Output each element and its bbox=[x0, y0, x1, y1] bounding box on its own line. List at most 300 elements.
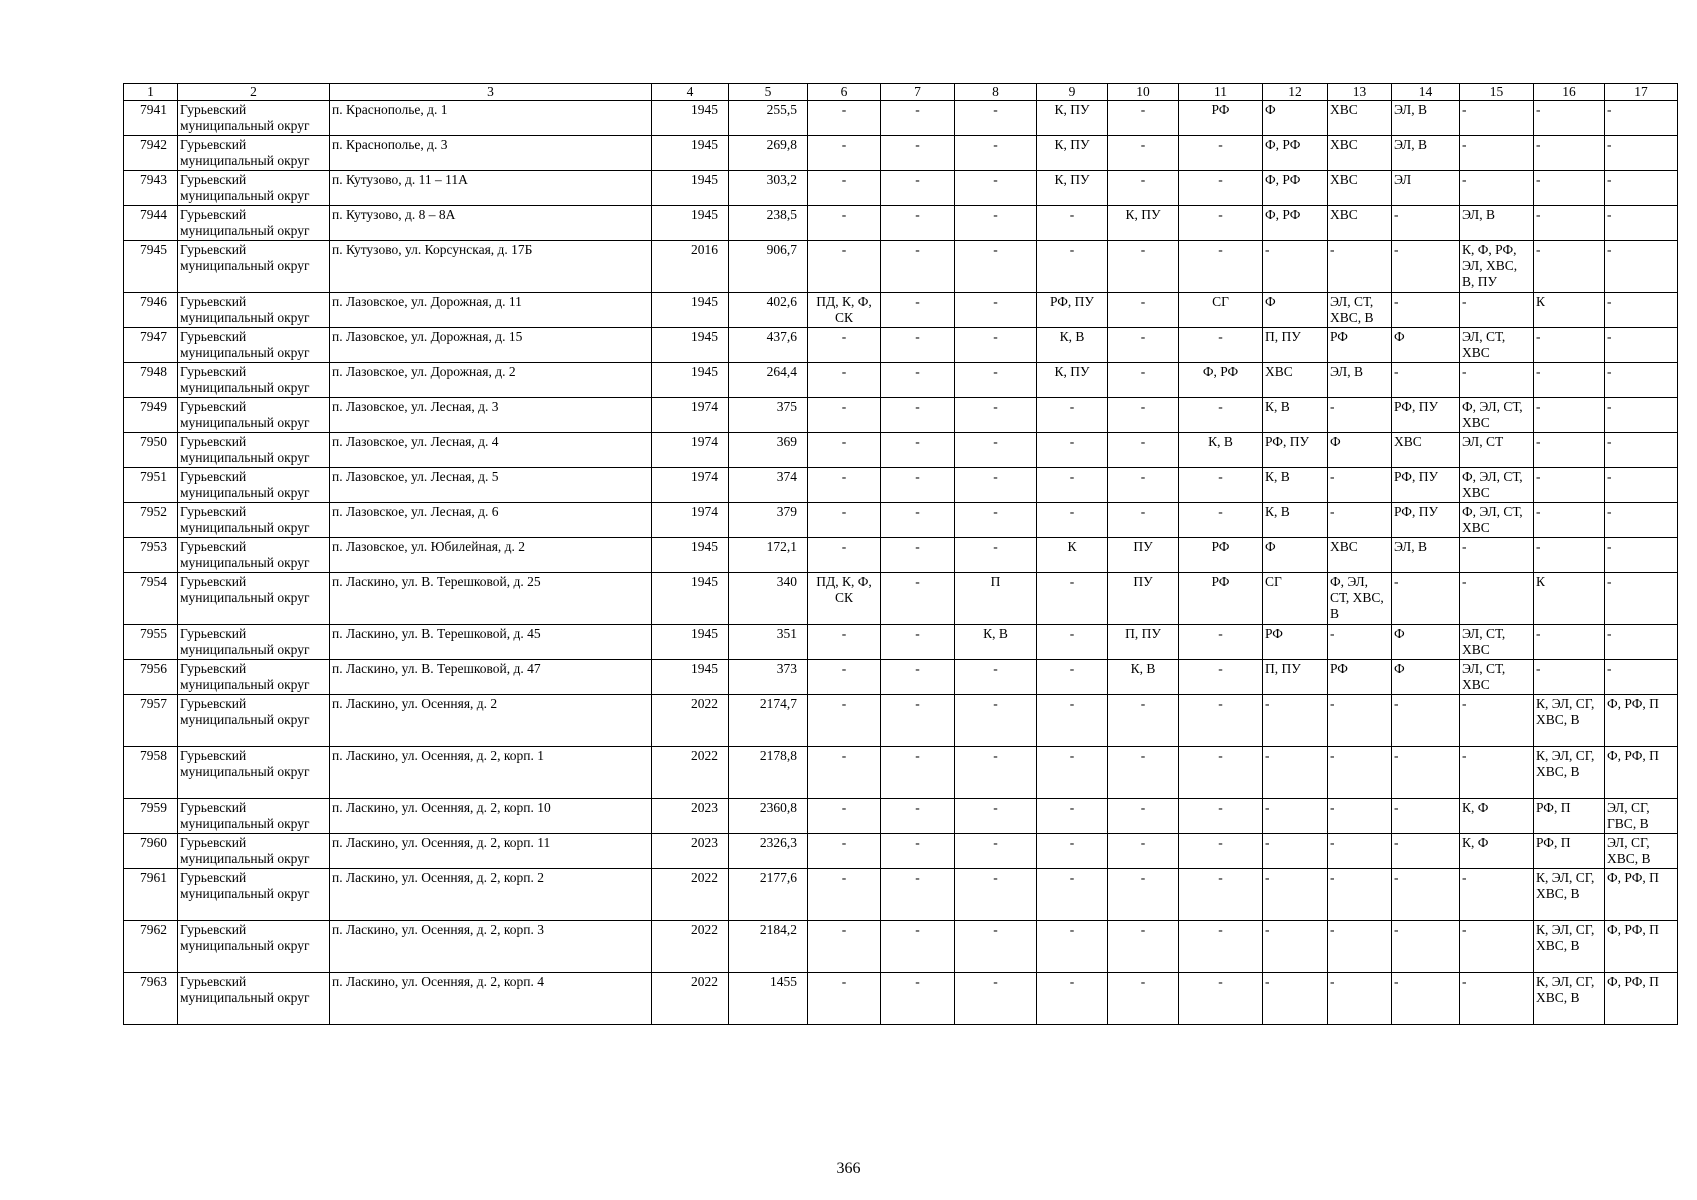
table-row bbox=[124, 433, 1678, 468]
table-cell: п. Ласкино, ул. В. Терешковой, д. 47 bbox=[330, 660, 652, 695]
table-cell: 7952 bbox=[124, 503, 178, 538]
table-cell: - bbox=[881, 171, 955, 206]
table-cell: - bbox=[1179, 747, 1263, 799]
column-header: 2 bbox=[178, 84, 330, 101]
table-cell: 369 bbox=[729, 433, 808, 468]
table-cell: - bbox=[1328, 468, 1392, 503]
table-cell: 1945 bbox=[652, 101, 729, 136]
column-header: 10 bbox=[1108, 84, 1179, 101]
table-cell: п. Ласкино, ул. Осенняя, д. 2, корп. 1 bbox=[330, 747, 652, 799]
table-cell: - bbox=[1108, 171, 1179, 206]
table-cell: 1945 bbox=[652, 538, 729, 573]
table-cell: 7950 bbox=[124, 433, 178, 468]
table-cell: - bbox=[1179, 241, 1263, 293]
table-cell: - bbox=[808, 241, 881, 293]
table-cell: Гурьевский муниципальный округ bbox=[178, 695, 330, 747]
table-row bbox=[124, 293, 1678, 328]
table-cell: - bbox=[808, 869, 881, 921]
table-cell: - bbox=[1392, 573, 1460, 625]
table-cell: 402,6 bbox=[729, 293, 808, 328]
table-cell: Ф, РФ, П bbox=[1605, 869, 1678, 921]
column-header: 8 bbox=[955, 84, 1037, 101]
table-cell: - bbox=[1108, 695, 1179, 747]
table-cell: 373 bbox=[729, 660, 808, 695]
table-cell: - bbox=[1534, 538, 1605, 573]
table-cell: ЭЛ, В bbox=[1392, 101, 1460, 136]
table-cell: К, ПУ bbox=[1037, 171, 1108, 206]
table-cell: - bbox=[1392, 747, 1460, 799]
table-cell: - bbox=[1605, 293, 1678, 328]
table-cell: ЭЛ, СТ, ХВС bbox=[1460, 328, 1534, 363]
table-cell: - bbox=[1460, 973, 1534, 1025]
table-cell: Гурьевский муниципальный округ bbox=[178, 206, 330, 241]
table-cell: Гурьевский муниципальный округ bbox=[178, 101, 330, 136]
table-cell: - bbox=[808, 398, 881, 433]
table-cell: 2360,8 bbox=[729, 799, 808, 834]
table-cell: 7951 bbox=[124, 468, 178, 503]
table-cell: - bbox=[1460, 747, 1534, 799]
table-cell: РФ bbox=[1328, 328, 1392, 363]
table-cell: - bbox=[881, 206, 955, 241]
table-cell: 7963 bbox=[124, 973, 178, 1025]
table-cell: п. Лазовское, ул. Лесная, д. 6 bbox=[330, 503, 652, 538]
table-cell: - bbox=[1328, 398, 1392, 433]
table-cell: - bbox=[1328, 921, 1392, 973]
table-cell: 303,2 bbox=[729, 171, 808, 206]
table-cell: ЭЛ, В bbox=[1392, 538, 1460, 573]
table-cell: - bbox=[955, 538, 1037, 573]
table-cell: 238,5 bbox=[729, 206, 808, 241]
table-cell: ПУ bbox=[1108, 573, 1179, 625]
table-cell: РФ, ПУ bbox=[1037, 293, 1108, 328]
table-cell: - bbox=[1179, 660, 1263, 695]
table-cell: - bbox=[955, 433, 1037, 468]
table-cell: - bbox=[1328, 869, 1392, 921]
table-cell: - bbox=[881, 921, 955, 973]
table-cell: К, ЭЛ, СГ, ХВС, В bbox=[1534, 747, 1605, 799]
table-cell: п. Лазовское, ул. Лесная, д. 5 bbox=[330, 468, 652, 503]
table-cell: - bbox=[1108, 293, 1179, 328]
table-cell: - bbox=[881, 293, 955, 328]
table-cell: - bbox=[1037, 921, 1108, 973]
table-cell: - bbox=[1037, 869, 1108, 921]
table-cell: 1945 bbox=[652, 328, 729, 363]
table-cell: Ф, РФ, П bbox=[1605, 921, 1678, 973]
table-cell: К, ЭЛ, СГ, ХВС, В bbox=[1534, 695, 1605, 747]
table-cell: - bbox=[1534, 398, 1605, 433]
table-cell: - bbox=[1108, 101, 1179, 136]
table-cell: - bbox=[1108, 241, 1179, 293]
table-cell: - bbox=[881, 695, 955, 747]
table-cell: 2022 bbox=[652, 747, 729, 799]
table-cell: - bbox=[1179, 136, 1263, 171]
table-cell: - bbox=[1179, 468, 1263, 503]
table-cell: ХВС bbox=[1328, 206, 1392, 241]
table-cell: К bbox=[1534, 573, 1605, 625]
table-cell: - bbox=[1179, 695, 1263, 747]
table-cell: - bbox=[808, 503, 881, 538]
table-cell: - bbox=[1108, 136, 1179, 171]
table-cell: 7949 bbox=[124, 398, 178, 433]
table-cell: РФ, ПУ bbox=[1263, 433, 1328, 468]
table-cell: 7948 bbox=[124, 363, 178, 398]
table-cell: 1455 bbox=[729, 973, 808, 1025]
table-cell: - bbox=[1605, 433, 1678, 468]
table-cell: п. Лазовское, ул. Лесная, д. 3 bbox=[330, 398, 652, 433]
table-cell: - bbox=[1605, 136, 1678, 171]
table-cell: 351 bbox=[729, 625, 808, 660]
table-cell: Ф bbox=[1263, 293, 1328, 328]
table-cell: - bbox=[1460, 293, 1534, 328]
table-cell: 1945 bbox=[652, 625, 729, 660]
table-cell: - bbox=[881, 799, 955, 834]
table-cell: - bbox=[1037, 799, 1108, 834]
table-cell: - bbox=[881, 573, 955, 625]
table-cell: - bbox=[881, 468, 955, 503]
table-cell: - bbox=[1179, 206, 1263, 241]
table-cell: - bbox=[1392, 869, 1460, 921]
table-cell: - bbox=[955, 503, 1037, 538]
table-cell: - bbox=[955, 171, 1037, 206]
table-cell: РФ, ПУ bbox=[1392, 468, 1460, 503]
table-cell: п. Лазовское, ул. Дорожная, д. 15 bbox=[330, 328, 652, 363]
table-cell: - bbox=[1037, 834, 1108, 869]
table-cell: - bbox=[955, 747, 1037, 799]
table-cell: - bbox=[1534, 363, 1605, 398]
table-body bbox=[124, 101, 1678, 1025]
table-cell: Ф, РФ bbox=[1263, 206, 1328, 241]
table-cell: - bbox=[881, 538, 955, 573]
table-cell: - bbox=[955, 799, 1037, 834]
table-cell: 1945 bbox=[652, 660, 729, 695]
table-cell: - bbox=[1108, 747, 1179, 799]
table-cell: 7945 bbox=[124, 241, 178, 293]
column-header: 16 bbox=[1534, 84, 1605, 101]
table-cell: - bbox=[881, 834, 955, 869]
table-cell: - bbox=[1328, 973, 1392, 1025]
table-cell: П bbox=[955, 573, 1037, 625]
table-cell: К, Ф bbox=[1460, 834, 1534, 869]
table-cell: - bbox=[1179, 503, 1263, 538]
table-cell: - bbox=[955, 328, 1037, 363]
column-header: 5 bbox=[729, 84, 808, 101]
table-cell: ХВС bbox=[1328, 538, 1392, 573]
table-row bbox=[124, 973, 1678, 1025]
table-cell: - bbox=[1328, 747, 1392, 799]
table-cell: - bbox=[1179, 973, 1263, 1025]
table-cell: - bbox=[1179, 869, 1263, 921]
table-cell: ЭЛ bbox=[1392, 171, 1460, 206]
table-cell: ПД, К, Ф, СК bbox=[808, 573, 881, 625]
table-cell: Ф, РФ, П bbox=[1605, 747, 1678, 799]
table-cell: - bbox=[808, 973, 881, 1025]
table-cell: Ф, РФ bbox=[1179, 363, 1263, 398]
column-header: 9 bbox=[1037, 84, 1108, 101]
table-cell: К, В bbox=[1263, 468, 1328, 503]
table-cell: 264,4 bbox=[729, 363, 808, 398]
table-cell: п. Кутузово, д. 11 – 11А bbox=[330, 171, 652, 206]
table-cell: 2016 bbox=[652, 241, 729, 293]
table-cell: - bbox=[1108, 433, 1179, 468]
table-cell: 1945 bbox=[652, 206, 729, 241]
table-cell: - bbox=[1460, 363, 1534, 398]
table-cell: - bbox=[1460, 573, 1534, 625]
table-cell: - bbox=[1605, 328, 1678, 363]
table-cell: 2184,2 bbox=[729, 921, 808, 973]
table-cell: ХВС bbox=[1392, 433, 1460, 468]
table-cell: - bbox=[1605, 468, 1678, 503]
table-row bbox=[124, 538, 1678, 573]
column-header: 17 bbox=[1605, 84, 1678, 101]
table-cell: - bbox=[1460, 921, 1534, 973]
table-cell: 7954 bbox=[124, 573, 178, 625]
table-cell: - bbox=[1460, 136, 1534, 171]
table-cell: - bbox=[1605, 241, 1678, 293]
table-cell: 1945 bbox=[652, 363, 729, 398]
table-cell: ЭЛ, СТ, ХВС, В bbox=[1328, 293, 1392, 328]
table-cell: Гурьевский муниципальный округ bbox=[178, 398, 330, 433]
table-cell: ЭЛ, В bbox=[1460, 206, 1534, 241]
table-cell: 7961 bbox=[124, 869, 178, 921]
table-cell: - bbox=[881, 328, 955, 363]
table-cell: - bbox=[1392, 241, 1460, 293]
table-cell: п. Краснополье, д. 3 bbox=[330, 136, 652, 171]
table-cell: К, ЭЛ, СГ, ХВС, В bbox=[1534, 869, 1605, 921]
table-cell: - bbox=[1263, 747, 1328, 799]
table-cell: Гурьевский муниципальный округ bbox=[178, 625, 330, 660]
table-cell: 7959 bbox=[124, 799, 178, 834]
table-cell: 1945 bbox=[652, 171, 729, 206]
table-row bbox=[124, 398, 1678, 433]
table-cell: К, ПУ bbox=[1037, 101, 1108, 136]
table-cell: 255,5 bbox=[729, 101, 808, 136]
table-cell: п. Кутузово, д. 8 – 8А bbox=[330, 206, 652, 241]
table-cell: - bbox=[1037, 695, 1108, 747]
table-row bbox=[124, 573, 1678, 625]
table-cell: - bbox=[881, 136, 955, 171]
table-cell: - bbox=[1179, 921, 1263, 973]
table-cell: Ф, ЭЛ, СТ, ХВС, В bbox=[1328, 573, 1392, 625]
column-header: 3 bbox=[330, 84, 652, 101]
table-cell: п. Лазовское, ул. Юбилейная, д. 2 bbox=[330, 538, 652, 573]
table-cell: Гурьевский муниципальный округ bbox=[178, 973, 330, 1025]
table-cell: - bbox=[955, 136, 1037, 171]
table-cell: - bbox=[1534, 468, 1605, 503]
table-cell: - bbox=[1328, 695, 1392, 747]
table-cell: ЭЛ, СТ, ХВС bbox=[1460, 625, 1534, 660]
table-cell: 2022 bbox=[652, 695, 729, 747]
table-cell: Гурьевский муниципальный округ bbox=[178, 293, 330, 328]
table-cell: Гурьевский муниципальный округ bbox=[178, 747, 330, 799]
table-cell: К bbox=[1534, 293, 1605, 328]
table-row bbox=[124, 921, 1678, 973]
table-cell: К, В bbox=[1263, 503, 1328, 538]
table-cell: - bbox=[1263, 695, 1328, 747]
table-cell: 7943 bbox=[124, 171, 178, 206]
table-cell: 7953 bbox=[124, 538, 178, 573]
table-cell: - bbox=[1108, 869, 1179, 921]
table-cell: - bbox=[808, 136, 881, 171]
table-cell: 7957 bbox=[124, 695, 178, 747]
table-cell: - bbox=[1534, 625, 1605, 660]
table-cell: РФ bbox=[1179, 101, 1263, 136]
table-cell: - bbox=[808, 625, 881, 660]
table-cell: - bbox=[1179, 625, 1263, 660]
table-cell: РФ, П bbox=[1534, 799, 1605, 834]
column-header: 15 bbox=[1460, 84, 1534, 101]
table-cell: Гурьевский муниципальный округ bbox=[178, 921, 330, 973]
table-cell: - bbox=[881, 625, 955, 660]
table-cell: п. Ласкино, ул. В. Терешковой, д. 45 bbox=[330, 625, 652, 660]
table-cell: - bbox=[1108, 503, 1179, 538]
table-cell: - bbox=[881, 398, 955, 433]
table-cell: 2023 bbox=[652, 834, 729, 869]
table-cell: РФ bbox=[1263, 625, 1328, 660]
table-cell: - bbox=[1392, 206, 1460, 241]
table-cell: Ф bbox=[1263, 101, 1328, 136]
table-cell: - bbox=[808, 171, 881, 206]
table-cell: ХВС bbox=[1328, 171, 1392, 206]
table-cell: - bbox=[1037, 241, 1108, 293]
table-cell: ХВС bbox=[1328, 136, 1392, 171]
table-cell: ХВС bbox=[1263, 363, 1328, 398]
table-cell: п. Ласкино, ул. Осенняя, д. 2, корп. 2 bbox=[330, 869, 652, 921]
table-cell: П, ПУ bbox=[1108, 625, 1179, 660]
table-cell: 7956 bbox=[124, 660, 178, 695]
table-cell: п. Ласкино, ул. Осенняя, д. 2, корп. 10 bbox=[330, 799, 652, 834]
table-cell: К, В bbox=[1179, 433, 1263, 468]
table-cell: 7946 bbox=[124, 293, 178, 328]
table-cell: Ф, РФ, П bbox=[1605, 973, 1678, 1025]
table-cell: - bbox=[1328, 834, 1392, 869]
table-cell: 2174,7 bbox=[729, 695, 808, 747]
table-cell: - bbox=[1460, 538, 1534, 573]
table-cell: - bbox=[1460, 101, 1534, 136]
column-header: 6 bbox=[808, 84, 881, 101]
table-row bbox=[124, 834, 1678, 869]
table-cell: 2326,3 bbox=[729, 834, 808, 869]
table-cell: К, ПУ bbox=[1037, 136, 1108, 171]
table-cell: - bbox=[1460, 171, 1534, 206]
table-cell: ЭЛ, В bbox=[1328, 363, 1392, 398]
table-cell: 7947 bbox=[124, 328, 178, 363]
table-cell: 7958 bbox=[124, 747, 178, 799]
table-cell: 374 bbox=[729, 468, 808, 503]
table-cell: - bbox=[1534, 328, 1605, 363]
table-cell: Гурьевский муниципальный округ bbox=[178, 468, 330, 503]
table-cell: Ф, РФ bbox=[1263, 171, 1328, 206]
column-number-row bbox=[124, 84, 1678, 101]
table-cell: - bbox=[955, 398, 1037, 433]
table-cell: 437,6 bbox=[729, 328, 808, 363]
table-cell: - bbox=[1534, 171, 1605, 206]
table-cell: Гурьевский муниципальный округ bbox=[178, 538, 330, 573]
table-cell: - bbox=[881, 503, 955, 538]
table-cell: 7962 bbox=[124, 921, 178, 973]
table-cell: - bbox=[808, 538, 881, 573]
table-row bbox=[124, 136, 1678, 171]
table-row bbox=[124, 660, 1678, 695]
table-cell: Гурьевский муниципальный округ bbox=[178, 433, 330, 468]
table-cell: - bbox=[1328, 241, 1392, 293]
table-cell: - bbox=[1605, 101, 1678, 136]
table-cell: - bbox=[1108, 799, 1179, 834]
table-cell: - bbox=[1179, 799, 1263, 834]
table-cell: К, ПУ bbox=[1108, 206, 1179, 241]
column-header: 11 bbox=[1179, 84, 1263, 101]
table-cell: - bbox=[1534, 136, 1605, 171]
table-row bbox=[124, 241, 1678, 293]
table-cell: - bbox=[881, 433, 955, 468]
table-cell: - bbox=[881, 660, 955, 695]
table-cell: - bbox=[1328, 799, 1392, 834]
table-cell: П, ПУ bbox=[1263, 328, 1328, 363]
table-cell: - bbox=[1534, 660, 1605, 695]
column-header: 12 bbox=[1263, 84, 1328, 101]
table-cell: 1945 bbox=[652, 136, 729, 171]
table-cell: СГ bbox=[1263, 573, 1328, 625]
table-cell: п. Краснополье, д. 1 bbox=[330, 101, 652, 136]
table-cell: 2022 bbox=[652, 869, 729, 921]
register-table bbox=[123, 83, 1678, 1025]
table-cell: - bbox=[1179, 398, 1263, 433]
table-cell: - bbox=[1108, 328, 1179, 363]
table-cell: ПУ bbox=[1108, 538, 1179, 573]
table-cell: - bbox=[1037, 573, 1108, 625]
table-cell: - bbox=[1534, 241, 1605, 293]
table-cell: - bbox=[1037, 625, 1108, 660]
table-cell: Гурьевский муниципальный округ bbox=[178, 171, 330, 206]
column-header: 13 bbox=[1328, 84, 1392, 101]
table-cell: Гурьевский муниципальный округ bbox=[178, 363, 330, 398]
table-cell: Гурьевский муниципальный округ bbox=[178, 834, 330, 869]
table-cell: - bbox=[1392, 363, 1460, 398]
table-cell: Гурьевский муниципальный округ bbox=[178, 869, 330, 921]
table-cell: 7960 bbox=[124, 834, 178, 869]
table-cell: - bbox=[1108, 921, 1179, 973]
table-cell: - bbox=[955, 921, 1037, 973]
table-cell: Ф bbox=[1392, 625, 1460, 660]
table-cell: - bbox=[1263, 799, 1328, 834]
table-cell: Ф, ЭЛ, СТ, ХВС bbox=[1460, 503, 1534, 538]
table-row bbox=[124, 468, 1678, 503]
table-cell: - bbox=[1108, 973, 1179, 1025]
table-cell: - bbox=[1108, 398, 1179, 433]
table-row bbox=[124, 625, 1678, 660]
table-cell: ЭЛ, СТ bbox=[1460, 433, 1534, 468]
table-row bbox=[124, 869, 1678, 921]
table-cell: - bbox=[1392, 921, 1460, 973]
table-cell: 7942 bbox=[124, 136, 178, 171]
table-cell: 1974 bbox=[652, 468, 729, 503]
table-cell: К, ЭЛ, СГ, ХВС, В bbox=[1534, 921, 1605, 973]
table-cell: 1945 bbox=[652, 573, 729, 625]
table-cell: п. Ласкино, ул. Осенняя, д. 2, корп. 11 bbox=[330, 834, 652, 869]
table-cell: 1974 bbox=[652, 398, 729, 433]
table-cell: - bbox=[1037, 660, 1108, 695]
table-cell: 7941 bbox=[124, 101, 178, 136]
table-cell: - bbox=[808, 468, 881, 503]
table-cell: - bbox=[1263, 869, 1328, 921]
table-cell: - bbox=[955, 206, 1037, 241]
table-cell: Ф, ЭЛ, СТ, ХВС bbox=[1460, 468, 1534, 503]
table-cell: - bbox=[808, 834, 881, 869]
table-cell: РФ bbox=[1179, 538, 1263, 573]
table-cell: - bbox=[1460, 695, 1534, 747]
table-cell: РФ bbox=[1179, 573, 1263, 625]
table-cell: - bbox=[808, 747, 881, 799]
table-cell: - bbox=[1263, 921, 1328, 973]
